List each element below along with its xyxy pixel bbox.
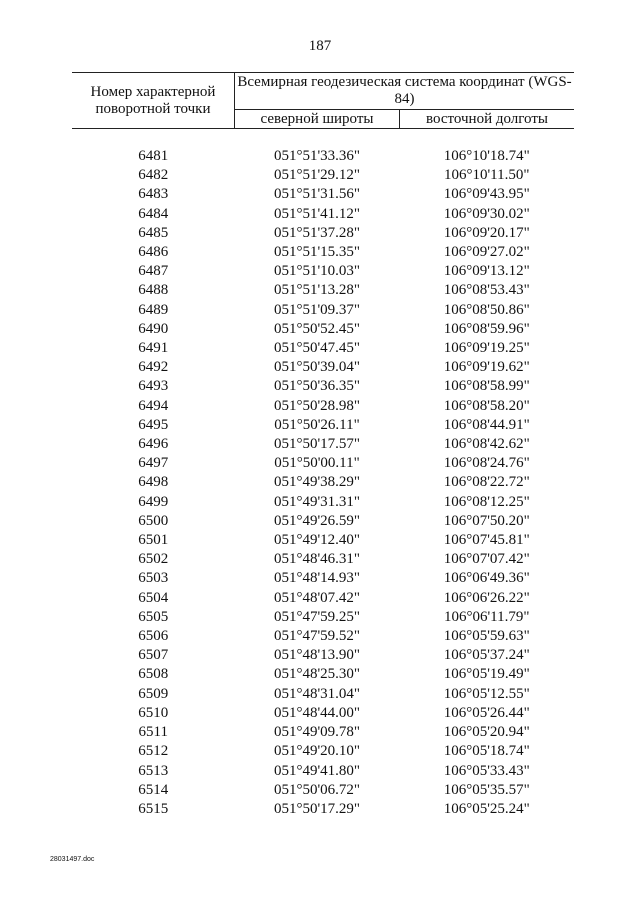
table-row	[72, 742, 574, 761]
table-row	[72, 377, 574, 396]
table-row	[72, 416, 574, 435]
longitude-cell: 106°08'50.86"	[443, 301, 530, 318]
longitude-cell: 106°08'42.62"	[443, 436, 530, 453]
point-number-cell: 6504	[138, 589, 169, 606]
table-row	[72, 320, 574, 339]
table-row	[72, 646, 574, 665]
latitude-cell: 051°49'26.59"	[273, 512, 361, 529]
latitude-cell: 051°51'31.56"	[273, 186, 361, 203]
point-number-cell: 6514	[138, 781, 169, 798]
point-number-cell: 6502	[138, 551, 169, 568]
latitude-cell: 051°49'38.29"	[273, 474, 361, 491]
point-number-cell: 6500	[138, 512, 169, 529]
longitude-cell: 106°05'18.74"	[443, 743, 530, 760]
table-row	[72, 627, 574, 646]
longitude-cell: 106°07'45.81"	[443, 532, 530, 549]
table-row	[72, 704, 574, 723]
point-number-cell: 6512	[138, 743, 169, 760]
point-number-cell: 6482	[138, 167, 169, 184]
point-number-cell: 6508	[138, 666, 169, 683]
longitude-cell: 106°09'30.02"	[443, 205, 530, 222]
longitude-cell: 106°09'13.12"	[443, 263, 530, 280]
point-number-cell: 6496	[138, 436, 169, 453]
header-spacer	[72, 129, 574, 148]
latitude-cell: 051°51'29.12"	[273, 167, 361, 184]
point-number-cell: 6495	[138, 416, 169, 433]
table-row	[72, 262, 574, 281]
table-row	[72, 358, 574, 377]
table-row	[72, 762, 574, 781]
latitude-cell: 051°48'25.30"	[273, 666, 361, 683]
longitude-cell: 106°08'44.91"	[443, 416, 530, 433]
header-latitude: северной широты	[235, 110, 400, 129]
table-header-row	[72, 73, 574, 110]
longitude-cell: 106°09'27.02"	[443, 244, 530, 261]
latitude-cell: 051°50'28.98"	[273, 397, 361, 414]
table-row	[72, 531, 574, 550]
point-number-cell: 6506	[138, 628, 169, 645]
point-number-cell: 6499	[138, 493, 169, 510]
table-row	[72, 397, 574, 416]
longitude-cell: 106°07'50.20"	[443, 512, 530, 529]
latitude-cell: 051°48'46.31"	[273, 551, 361, 568]
table-row	[72, 301, 574, 320]
point-number-cell: 6503	[138, 570, 169, 587]
latitude-cell: 051°50'06.72"	[273, 781, 361, 798]
longitude-cell: 106°08'22.72"	[443, 474, 530, 491]
table-row	[72, 512, 574, 531]
latitude-cell: 051°48'13.90"	[273, 647, 361, 664]
latitude-cell: 051°50'52.45"	[273, 320, 361, 337]
longitude-cell: 106°10'11.50"	[443, 167, 530, 184]
latitude-cell: 051°50'39.04"	[273, 359, 361, 376]
point-number-cell: 6494	[138, 397, 169, 414]
longitude-cell: 106°08'12.25"	[443, 493, 530, 510]
longitude-cell: 106°05'33.43"	[443, 762, 530, 779]
table-row	[72, 281, 574, 300]
table-row	[72, 608, 574, 627]
point-number-cell: 6505	[138, 608, 169, 625]
table-row	[72, 454, 574, 473]
latitude-cell: 051°50'00.11"	[274, 455, 360, 472]
table-row	[72, 723, 574, 742]
longitude-cell: 106°10'18.74"	[443, 148, 530, 164]
longitude-cell: 106°05'59.63"	[443, 628, 530, 645]
longitude-cell: 106°06'26.22"	[443, 589, 530, 606]
coordinates-table	[72, 72, 574, 819]
point-number-cell: 6491	[138, 340, 169, 357]
latitude-cell: 051°51'10.03"	[273, 263, 361, 280]
header-point-number: Номер характерной поворотной точки	[72, 73, 235, 129]
longitude-cell: 106°08'59.96"	[443, 320, 530, 337]
latitude-cell: 051°49'20.10"	[273, 743, 361, 760]
table-row	[72, 589, 574, 608]
longitude-cell: 106°05'19.49"	[443, 666, 530, 683]
longitude-cell: 106°06'49.36"	[443, 570, 530, 587]
longitude-cell: 106°08'58.20"	[443, 397, 530, 414]
point-number-cell: 6481	[138, 148, 169, 164]
table-row	[72, 339, 574, 358]
longitude-cell: 106°09'20.17"	[443, 224, 530, 241]
longitude-cell: 106°07'07.42"	[443, 551, 530, 568]
table-row	[72, 243, 574, 262]
latitude-cell: 051°49'09.78"	[273, 724, 361, 741]
table-row	[72, 205, 574, 224]
table-row	[72, 166, 574, 185]
header-longitude: восточной долготы	[400, 110, 575, 129]
latitude-cell: 051°49'41.80"	[273, 762, 361, 779]
latitude-cell: 051°48'31.04"	[273, 685, 361, 702]
table-row	[72, 685, 574, 704]
point-number-cell: 6487	[138, 263, 169, 280]
latitude-cell: 051°47'59.25"	[273, 608, 361, 625]
table-row	[72, 493, 574, 512]
latitude-cell: 051°51'33.36"	[273, 148, 361, 164]
latitude-cell: 051°51'37.28"	[273, 224, 361, 241]
latitude-cell: 051°48'14.93"	[273, 570, 361, 587]
longitude-cell: 106°05'12.55"	[443, 685, 530, 702]
latitude-cell: 051°50'47.45"	[273, 340, 361, 357]
point-number-cell: 6493	[138, 378, 169, 395]
longitude-cell: 106°09'19.25"	[443, 340, 530, 357]
table-row	[72, 665, 574, 684]
point-number-cell: 6483	[138, 186, 169, 203]
point-number-cell: 6501	[138, 532, 169, 549]
longitude-cell: 106°06'11.79"	[443, 608, 530, 625]
latitude-cell: 051°51'09.37"	[273, 301, 361, 318]
latitude-cell: 051°51'13.28"	[273, 282, 361, 299]
longitude-cell: 106°08'24.76"	[443, 455, 530, 472]
table-row	[72, 781, 574, 800]
point-number-cell: 6509	[138, 685, 169, 702]
point-number-cell: 6507	[138, 647, 169, 664]
longitude-cell: 106°08'53.43"	[443, 282, 530, 299]
table-row	[72, 185, 574, 204]
point-number-cell: 6490	[138, 320, 169, 337]
table-row	[72, 224, 574, 243]
point-number-cell: 6484	[138, 205, 169, 222]
latitude-cell: 051°50'17.57"	[273, 436, 361, 453]
point-number-cell: 6488	[138, 282, 169, 299]
latitude-cell: 051°50'17.29"	[273, 800, 361, 817]
table-row	[72, 569, 574, 588]
table-row	[72, 147, 574, 166]
latitude-cell: 051°49'31.31"	[273, 493, 361, 510]
latitude-cell: 051°48'44.00"	[273, 704, 361, 721]
latitude-cell: 051°48'07.42"	[273, 589, 361, 606]
longitude-cell: 106°05'25.24"	[443, 800, 530, 817]
point-number-cell: 6485	[138, 224, 169, 241]
point-number-cell: 6515	[138, 800, 169, 817]
page-number: 187	[308, 38, 332, 54]
longitude-cell: 106°05'20.94"	[443, 724, 530, 741]
table-row	[72, 800, 574, 819]
table-row	[72, 550, 574, 569]
point-number-cell: 6510	[138, 704, 169, 721]
document-reference: 28031497.doc	[50, 856, 95, 863]
table-body	[72, 129, 574, 820]
latitude-cell: 051°50'36.35"	[273, 378, 361, 395]
longitude-cell: 106°09'43.95"	[443, 186, 530, 203]
latitude-cell: 051°51'15.35"	[273, 244, 361, 261]
point-number-cell: 6511	[138, 724, 168, 741]
longitude-cell: 106°05'26.44"	[443, 704, 530, 721]
table-row	[72, 435, 574, 454]
latitude-cell: 051°50'26.11"	[274, 416, 360, 433]
point-number-cell: 6513	[138, 762, 169, 779]
table-row	[72, 473, 574, 492]
longitude-cell: 106°09'19.62"	[443, 359, 530, 376]
longitude-cell: 106°05'37.24"	[443, 647, 530, 664]
longitude-cell: 106°08'58.99"	[443, 378, 530, 395]
point-number-cell: 6486	[138, 244, 169, 261]
point-number-cell: 6497	[138, 455, 169, 472]
header-coordinate-system: Всемирная геодезическая система координат (WGS-84)	[235, 73, 575, 110]
point-number-cell: 6489	[138, 301, 169, 318]
latitude-cell: 051°49'12.40"	[273, 532, 361, 549]
longitude-cell: 106°05'35.57"	[443, 781, 530, 798]
point-number-cell: 6498	[138, 474, 169, 491]
point-number-cell: 6492	[138, 359, 169, 376]
latitude-cell: 051°47'59.52"	[273, 628, 361, 645]
latitude-cell: 051°51'41.12"	[273, 205, 361, 222]
